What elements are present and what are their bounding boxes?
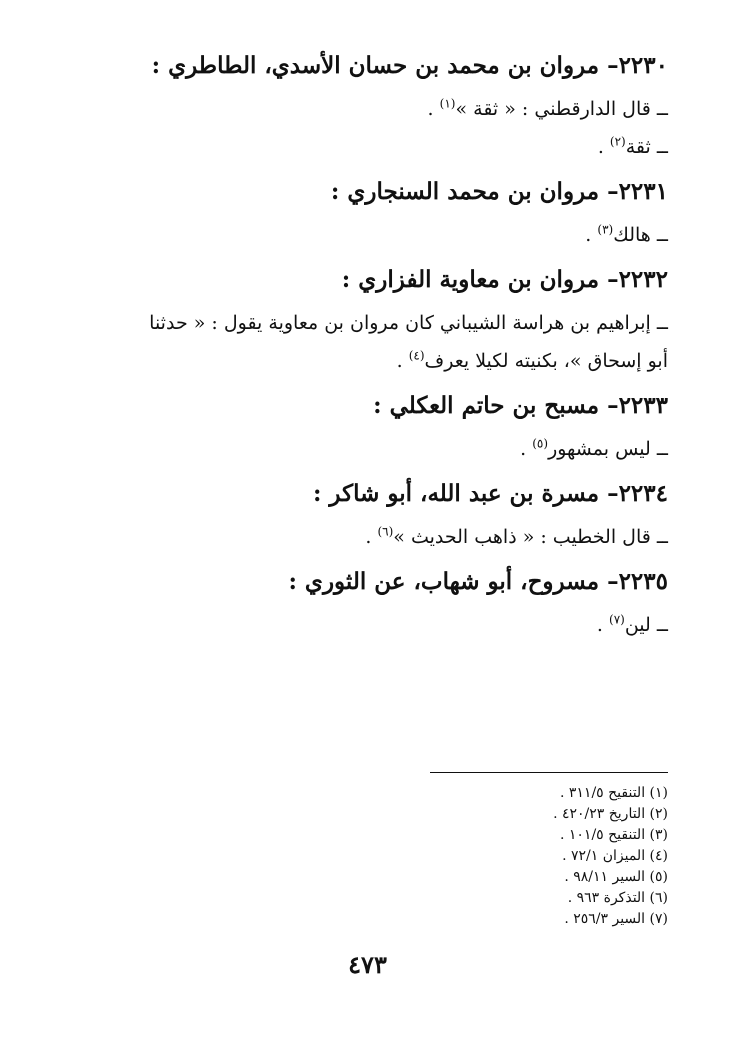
entry-line	[100, 430, 668, 468]
line-end: .	[520, 438, 533, 460]
page-number: ٤٧٣	[348, 950, 387, 979]
page-body	[100, 40, 668, 650]
footnote: (٦) التذكرة ٩٦٣ .	[567, 890, 668, 906]
footnote-ref: (٣)	[597, 222, 614, 237]
entry-2233	[100, 386, 668, 468]
line-text: ــ إبراهيم بن هراسة الشيباني كان مروان بن معاوية يقول : « حدثنا	[149, 312, 668, 334]
line-text: ــ لين	[624, 614, 668, 636]
line-text: ــ قال الخطيب : « ذاهب الحديث »	[393, 526, 668, 548]
line-text: ــ ثقة	[625, 136, 668, 158]
line-end: .	[365, 526, 378, 548]
entry-2231	[100, 172, 668, 254]
footnote-ref: (٧)	[609, 612, 625, 627]
line-text: ــ هالك	[613, 224, 668, 246]
entry-line	[100, 128, 668, 166]
footnote-ref: (١)	[439, 96, 456, 111]
footnote-ref: (٤)	[408, 348, 425, 363]
entry-2235	[100, 562, 668, 644]
footnote: (٢) التاريخ ٤٢٠/٢٣ .	[553, 806, 668, 822]
line-text: أبو إسحاق »، بكنيته لكيلا يعرف	[424, 350, 668, 372]
entry-line	[100, 606, 668, 644]
footnote-ref: (٥)	[532, 436, 549, 451]
footnote: (١) التنقيح ٣١١/٥ .	[559, 785, 668, 801]
line-text: ــ قال الدارقطني : « ثقة »	[455, 98, 668, 120]
line-end: .	[427, 98, 440, 120]
entry-2234	[100, 474, 668, 556]
entry-heading: ٢٢٣٣– مسبح بن حاتم العكلي :	[373, 392, 668, 419]
entry-heading: ٢٢٣٢– مروان بن معاوية الفزاري :	[341, 266, 668, 293]
entry-2232	[100, 260, 668, 380]
entry-heading: ٢٢٣٠– مروان بن محمد بن حسان الأسدي، الطاطري :	[151, 52, 668, 79]
entry-line	[100, 342, 668, 380]
entry-line	[100, 304, 668, 342]
line-end: .	[585, 224, 598, 246]
entry-heading: ٢٢٣٥– مسروح، أبو شهاب، عن الثوري :	[288, 568, 668, 595]
line-end: .	[597, 136, 610, 158]
line-end: .	[396, 350, 409, 372]
line-text: ــ ليس بمشهور	[548, 438, 668, 460]
footnote: (٤) الميزان ٧٢/١ .	[562, 848, 668, 864]
footnote: (٣) التنقيح ١٠١/٥ .	[559, 827, 668, 843]
entry-line	[100, 216, 668, 254]
footnote: (٧) السير ٢٥٦/٣ .	[564, 911, 668, 927]
footnote-ref: (٢)	[609, 134, 626, 149]
entry-line	[100, 518, 668, 556]
entry-heading: ٢٢٣٤– مسرة بن عبد الله، أبو شاكر :	[312, 480, 668, 507]
entry-heading: ٢٢٣١– مروان بن محمد السنجاري :	[330, 178, 668, 205]
entry-line	[100, 90, 668, 128]
line-end: .	[596, 614, 609, 636]
footnotes	[430, 772, 668, 930]
footnote-ref: (٦)	[377, 524, 394, 539]
footnote: (٥) السير ٩٨/١١ .	[564, 869, 668, 885]
entry-2230	[100, 46, 668, 166]
